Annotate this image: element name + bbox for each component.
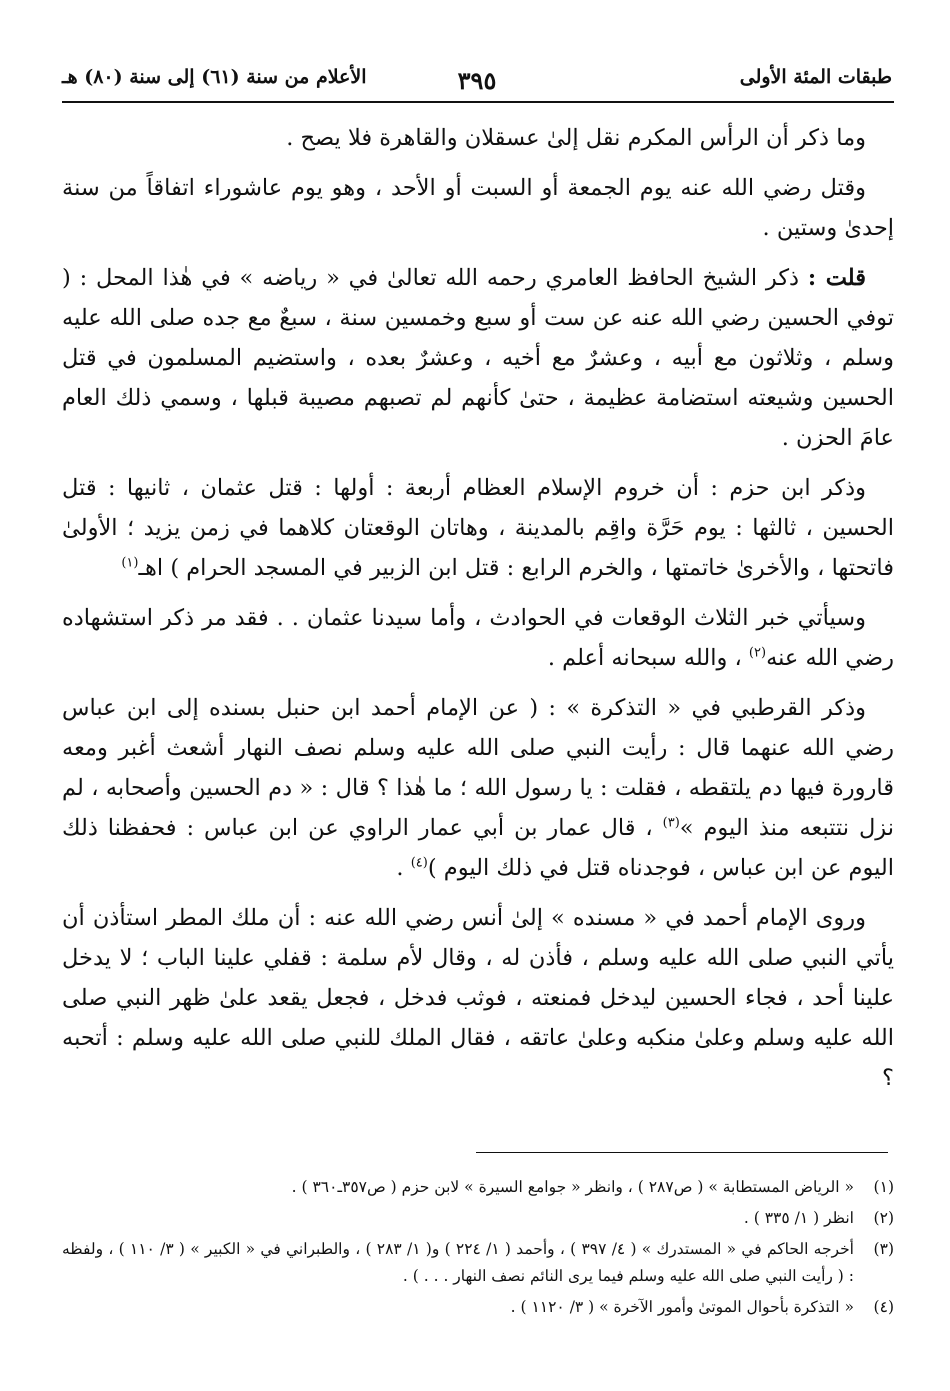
paragraph-lead: قلت :	[807, 265, 867, 291]
footnote-number: (٢)	[873, 1209, 894, 1227]
footnote-number: (١)	[873, 1178, 894, 1196]
paragraph-text: وقتل رضي الله عنه يوم الجمعة أو السبت أو الأحد ، وهو يوم عاشوراء اتفاقاً من سنة إحدىٰ وستين .	[62, 175, 894, 241]
footnote-text: أخرجه الحاكم في « المستدرك » ( ٤/ ٣٩٧ ) ، وأحمد ( ١/ ٢٢٤ ) و( ١/ ٢٨٣ ) ، والطبراني في « الكبير » ( ٣/ ١١٠ ) ، ولفظه : ( رأيت النبي صلى الله عليه وسلم فيما يرى النائم نصف النهار . . . ) .	[62, 1240, 854, 1285]
footnotes	[62, 1174, 894, 1325]
footnote-rule	[476, 1152, 888, 1153]
book-title: طبقات المئة الأولى	[739, 66, 892, 88]
footnote	[62, 1236, 894, 1290]
paragraph-text: ذكر الشيخ الحافظ العامري رحمه الله تعالىٰ في « رياضه » في هٰذا المحل : ( توفي الحسين رضي الله عنه عن ست أو سبع وخمسين سنة ، سبعٌ مع جده صلى الله عليه وسلم ، وثلاثون مع أبيه ، وعشرٌ مع أخيه ، وعشرٌ بعده ، واستضيم المسلمون في قتل الحسين وشيعته استضامة عظيمة ، حتىٰ كأنهم لم تصبهم مصيبة قبلها ، وسمي ذلك العام عامَ الحزن .	[62, 265, 894, 451]
running-header	[62, 66, 892, 100]
footnote-text: انظر ( ١/ ٣٣٥ ) .	[743, 1209, 854, 1227]
paragraph-text: ، والله سبحانه أعلم .	[547, 645, 749, 671]
footnote	[62, 1294, 894, 1321]
paragraph-text: وروى الإمام أحمد في « مسنده » إلىٰ أنس رضي الله عنه : أن ملك المطر استأذن أن يأتي النبي صلى الله عليه وسلم ، فأذن له ، وقال لأم سلمة : قفلي علينا الباب ؛ لا يدخل علينا أحد ، فجاء الحسين ليدخل فمنعته ، فوثب فدخل ، فجعل يقعد علىٰ ظهر النبي صلى الله عليه وسلم وعلىٰ منكبه وعلىٰ عاتقه ، فقال الملك للنبي صلى الله عليه وسلم : أتحبه ؟	[62, 905, 894, 1091]
paragraph	[62, 258, 894, 458]
page-number: ٣٩٥	[457, 66, 497, 95]
main-text	[62, 118, 894, 1108]
paragraph-text: وسيأتي خبر الثلاث الوقعات في الحوادث ، وأما سيدنا عثمان . . فقد مر ذكر استشهاده رضي الله عنه	[62, 605, 894, 671]
footnote-ref[interactable]: (١)	[121, 555, 139, 571]
header-rule	[62, 101, 894, 103]
paragraph	[62, 468, 894, 588]
footnote-text: « الرياض المستطابة » ( ص٢٨٧ ) ، وانظر « جوامع السيرة » لابن حزم ( ص٣٥٧ـ٣٦٠ ) .	[291, 1178, 854, 1196]
paragraph	[62, 168, 894, 248]
footnote-ref[interactable]: (٤)	[410, 855, 428, 871]
paragraph-text: وما ذكر أن الرأس المكرم نقل إلىٰ عسقلان والقاهرة فلا يصح .	[286, 125, 866, 151]
paragraph-text: .	[396, 855, 411, 881]
paragraph-text: ، قال عمار بن أبي عمار الراوي عن ابن عباس : فحفظنا ذلك اليوم عن ابن عباس ، فوجدناه قتل في ذلك اليوم )	[62, 815, 894, 881]
paragraph-text: وذكر ابن حزم : أن خروم الإسلام العظام أربعة : أولها : قتل عثمان ، ثانيها : قتل الحسين ، ثالثها : يوم حَرَّة واقِم بالمدينة ، وهاتان الوقعتان كلاهما في زمن يزيد ؛ الأولىٰ فاتحتها ، والأخرىٰ خاتمتها ، والخرم الرابع : قتل ابن الزبير في المسجد الحرام ) اهـ	[62, 475, 894, 581]
footnote	[62, 1174, 894, 1201]
footnote-ref[interactable]: (٢)	[748, 645, 767, 661]
paragraph-text: وذكر القرطبي في « التذكرة » : ( عن الإمام أحمد ابن حنبل بسنده إلى ابن عباس رضي الله عنهما قال : رأيت النبي صلى الله عليه وسلم نصف النهار أشعث أغبر ومعه قارورة فيها دم يلتقطه ، فقلت : يا رسول الله ؛ ما هٰذا ؟ قال : « دم الحسين وأصحابه ، لم نزل نتتبعه منذ اليوم »	[62, 695, 894, 841]
footnote-number: (٤)	[873, 1298, 894, 1316]
footnote-number: (٣)	[873, 1240, 894, 1258]
footnote-ref[interactable]: (٣)	[662, 815, 680, 831]
paragraph	[62, 598, 894, 678]
paragraph	[62, 688, 894, 888]
paragraph	[62, 118, 894, 158]
footnote	[62, 1205, 894, 1232]
paragraph	[62, 898, 894, 1098]
chapter-title: الأعلام من سنة (٦١) إلى سنة (٨٠) هـ	[62, 66, 367, 88]
footnote-text: « التذكرة بأحوال الموتىٰ وأمور الآخرة » ( ٣/ ١١٢٠ ) .	[510, 1298, 854, 1316]
